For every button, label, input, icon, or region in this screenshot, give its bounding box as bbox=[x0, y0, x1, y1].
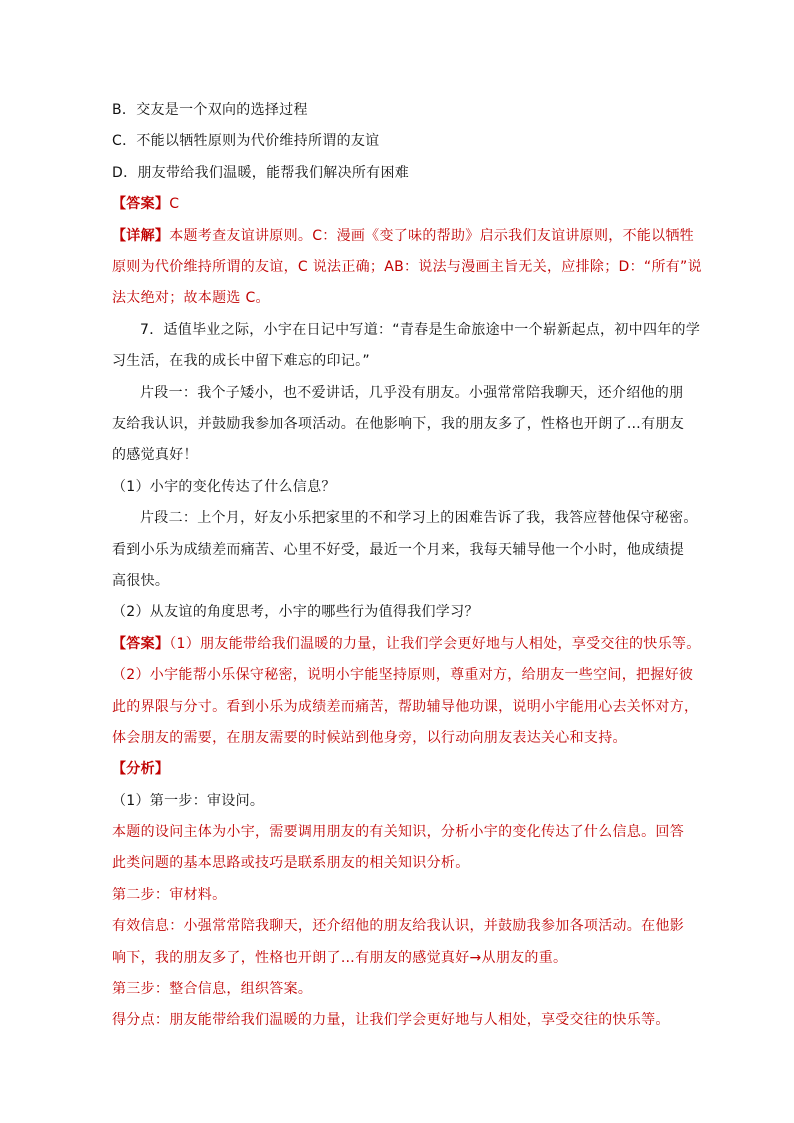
option-c: C．不能以牺牲原则为代价维持所谓的友谊 bbox=[112, 133, 380, 149]
answer-value: C bbox=[169, 196, 180, 212]
sub-question-2: （2）从友谊的角度思考，小宇的哪些行为值得我们学习？ bbox=[112, 604, 479, 620]
detail-text: 本题考查友谊讲原则。C：漫画《变了味的帮助》启示我们友谊讲原则，不能以牺牲 bbox=[169, 228, 695, 244]
sub-question-1: （1）小宇的变化传达了什么信息？ bbox=[112, 479, 336, 495]
fragment-2-line-3: 高很快。 bbox=[112, 573, 170, 589]
answer-tag: 【答案】 bbox=[112, 636, 170, 652]
analysis-step-1-text-2: 此类问题的基本思路或技巧是联系朋友的相关知识分析。 bbox=[112, 855, 470, 871]
answer-2-line-4: 体会朋友的需要，在朋友需要的时候站到他身旁，以行动向朋友表达关心和支持。 bbox=[112, 730, 627, 746]
detail-line-2: 原则为代价维持所谓的友谊，C 说法正确；AB：说法与漫画主旨无关，应排除；D：“所有”说 bbox=[112, 259, 702, 275]
analysis-step-2-text-1: 有效信息：小强常常陪我聊天，还介绍他的朋友给我认识，并鼓励我参加各项活动。在他影 bbox=[112, 918, 684, 934]
answer-text: （1）朋友能带给我们温暖的力量，让我们学会更好地与人相处，享受交往的快乐等。 bbox=[169, 636, 701, 652]
answer-tag: 【答案】 bbox=[112, 196, 170, 212]
answer-1 bbox=[112, 194, 179, 214]
detail-tag: 【详解】 bbox=[112, 228, 170, 244]
fragment-2-line-2: 看到小乐为成绩差而痛苦、心里不好受，最近一个月来，我每天辅导他一个小时，他成绩提 bbox=[112, 542, 684, 558]
answer-2-line-2: （2）小宇能帮小乐保守秘密，说明小宇能坚持原则，尊重对方，给朋友一些空间，把握好彼 bbox=[112, 667, 694, 683]
fragment-1-line-3: 的感觉真好！ bbox=[112, 447, 198, 463]
analysis-tag: 【分析】 bbox=[112, 761, 170, 777]
answer-2-line-1 bbox=[112, 634, 701, 654]
detail-line-1 bbox=[112, 226, 694, 246]
analysis-step-3: 第三步：整合信息，组织答案。 bbox=[112, 981, 313, 997]
fragment-1-line-1: 片段一：我个子矮小，也不爱讲话，几乎没有朋友。小强常常陪我聊天，还介绍他的朋 bbox=[140, 385, 684, 401]
analysis-step-1: （1）第一步：审设问。 bbox=[112, 793, 265, 809]
fragment-1-line-2: 友给我认识，并鼓励我参加各项活动。在他影响下，我的朋友多了，性格也开朗了…有朋友 bbox=[112, 416, 684, 432]
analysis-score-point: 得分点：朋友能带给我们温暖的力量，让我们学会更好地与人相处，享受交往的快乐等。 bbox=[112, 1012, 670, 1028]
option-d: D．朋友带给我们温暖，能帮我们解决所有困难 bbox=[112, 165, 410, 181]
fragment-2-line-1: 片段二：上个月，好友小乐把家里的不和学习上的困难告诉了我，我答应替他保守秘密。 bbox=[140, 510, 698, 526]
option-b: B．交友是一个双向的选择过程 bbox=[112, 102, 308, 118]
detail-line-3: 法太绝对；故本题选 C。 bbox=[112, 290, 270, 306]
answer-2-line-3: 此的界限与分寸。看到小乐为成绩差而痛苦，帮助辅导他功课，说明小宇能用心去关怀对方， bbox=[112, 699, 699, 715]
question-7-stem-2: 习生活，在我的成长中留下难忘的印记。” bbox=[112, 353, 370, 369]
question-7-stem-1: 7．适值毕业之际，小宇在日记中写道：“青春是生命旅途中一个崭新起点，初中四年的学 bbox=[140, 322, 701, 338]
analysis-step-2-text-2: 响下，我的朋友多了，性格也开朗了…有朋友的感觉真好→从朋友的重。 bbox=[112, 950, 568, 966]
analysis-step-1-text-1: 本题的设问主体为小宇，需要调用朋友的有关知识，分析小宇的变化传达了什么信息。回答 bbox=[112, 824, 684, 840]
analysis-step-2: 第二步：审材料。 bbox=[112, 887, 227, 903]
